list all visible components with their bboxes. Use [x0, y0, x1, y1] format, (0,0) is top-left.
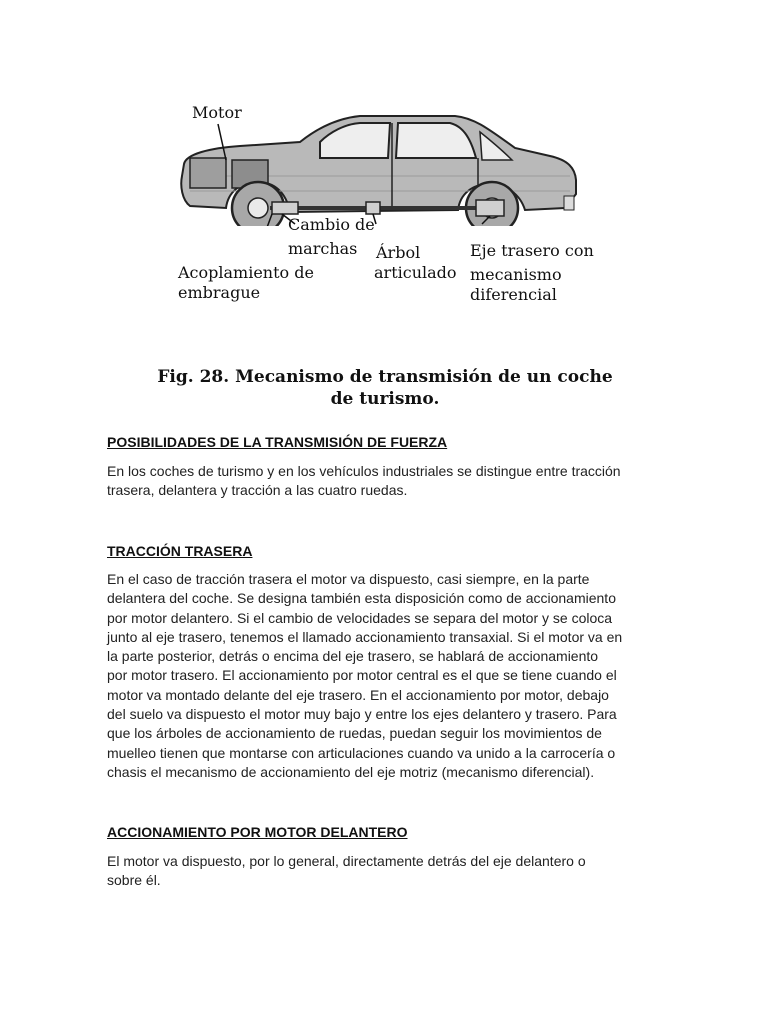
paragraph-line: por motor trasero. El accionamiento por motor central es el que se tiene cuando el [107, 667, 617, 684]
paragraph-line: delantera del coche. Se designa también esta disposición como de accionamiento [107, 590, 616, 607]
section-heading-traccion-trasera: TRACCIÓN TRASERA [107, 543, 253, 559]
paragraph-line: sobre él. [107, 872, 161, 889]
paragraph-line: la parte posterior, detrás o encima del eje trasero, se hablará de accionamiento [107, 648, 599, 665]
label-arbol-line1: Árbol [376, 243, 421, 262]
paragraph-line: del suelo va dispuesto el motor muy bajo y entre los ejes delantero y trasero. Para [107, 706, 617, 723]
paragraph-line: chasis el mecanismo de accionamiento del eje motriz (mecanismo diferencial). [107, 763, 595, 780]
label-cambio-line1: Cambio de [288, 215, 375, 234]
label-cambio-line2: marchas [288, 239, 358, 258]
label-eje-line1: Eje trasero con [470, 241, 594, 260]
figure-caption-line2: de turismo. [330, 389, 440, 409]
label-acoplamiento-line1: Acoplamiento de [178, 263, 314, 282]
label-arbol-line2: articulado [374, 263, 457, 282]
paragraph-line: En el caso de tracción trasera el motor va dispuesto, casi siempre, en la parte [107, 571, 590, 587]
paragraph-line: El motor va dispuesto, por lo general, directamente detrás del eje delantero o [107, 853, 586, 869]
label-eje-line3: diferencial [470, 285, 557, 304]
section-paragraph-traccion-trasera [107, 570, 667, 782]
paragraph-line: que los árboles de accionamiento de ruedas, puedan seguir los movimientos de [107, 725, 602, 742]
label-eje-line2: mecanismo [470, 265, 562, 284]
paragraph-line: muelleo tienen que montarse con articulaciones cuando va unido a la carrocería o [107, 744, 616, 761]
label-motor: Motor [192, 103, 242, 122]
paragraph-line: por motor delantero. Si el cambio de velocidades se separa del motor y se coloca [107, 609, 613, 626]
paragraph-line: trasera, delantera y tracción a las cuatro ruedas. [107, 482, 408, 499]
section-heading-motor-delantero: ACCIONAMIENTO POR MOTOR DELANTERO [107, 824, 408, 840]
section-paragraph-posibilidades [107, 462, 667, 501]
section-heading-posibilidades: POSIBILIDADES DE LA TRANSMISIÓN DE FUERZA [107, 434, 448, 450]
label-acoplamiento-line2: embrague [178, 283, 261, 302]
paragraph-line: En los coches de turismo y en los vehículos industriales se distingue entre tracción [107, 463, 621, 479]
car-transmission-figure [170, 96, 600, 316]
figure-caption-line1: Fig. 28. Mecanismo de transmisión de un coche [157, 367, 613, 387]
figure-caption [150, 366, 620, 410]
section-paragraph-motor-delantero [107, 852, 667, 891]
paragraph-line: motor va montado delante del eje trasero. En el accionamiento por motor, debajo [107, 686, 609, 703]
paragraph-line: junto al eje trasero, tenemos el llamado accionamiento transaxial. Si el motor va en [107, 628, 623, 645]
